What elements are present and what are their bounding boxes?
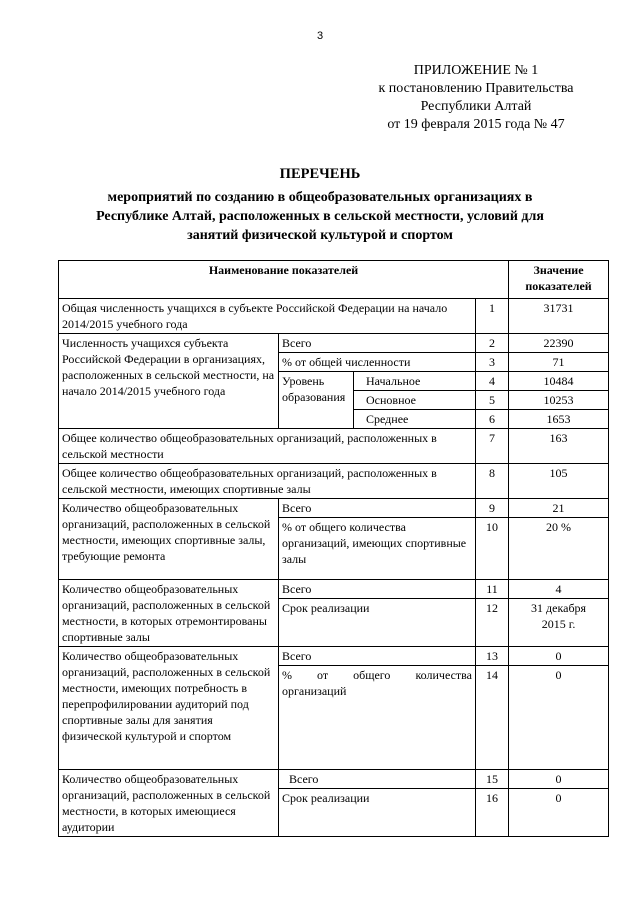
row-number: 11 xyxy=(476,580,509,599)
row-label: Численность учащихся субъекта Российской Федерации в организациях, расположенных в сельской местности, на начало 2014/2015 учебного года xyxy=(59,334,279,429)
appendix-block xyxy=(366,62,586,134)
page-number: 3 xyxy=(316,30,324,42)
row-sublabel: Всего xyxy=(279,580,476,599)
row-value: 0 xyxy=(509,666,609,770)
row-number: 16 xyxy=(476,789,509,837)
word: от xyxy=(317,668,329,682)
education-level-label xyxy=(279,372,354,429)
subtitle-line-3: занятий физической культурой и спортом xyxy=(187,228,453,243)
row-value xyxy=(509,599,609,647)
table-row xyxy=(59,464,609,499)
appendix-line-1: ПРИЛОЖЕНИЕ № 1 xyxy=(413,63,539,78)
row-number: 12 xyxy=(476,599,509,647)
row-value: 4 xyxy=(509,580,609,599)
row-value: 163 xyxy=(509,429,609,464)
row-value: 1653 xyxy=(509,410,609,429)
row-number: 4 xyxy=(476,372,509,391)
word: % xyxy=(282,668,292,682)
row-label: Количество общеобразовательных организаций, расположенных в сельской местности, имеющих спортивные залы, требующие ремонта xyxy=(59,499,279,580)
row-value: 0 xyxy=(509,789,609,837)
row-value: 105 xyxy=(509,464,609,499)
row-value: 21 xyxy=(509,499,609,518)
row-number: 10 xyxy=(476,518,509,580)
appendix-line-3: Республики Алтай xyxy=(420,99,532,114)
document-subtitle xyxy=(60,188,580,245)
row-sublabel: % от общей численности xyxy=(279,353,476,372)
header-name: Наименование показателей xyxy=(59,261,509,299)
row-number: 5 xyxy=(476,391,509,410)
table-row xyxy=(59,429,609,464)
row-number: 2 xyxy=(476,334,509,353)
row-sublabel: Всего xyxy=(279,770,476,789)
header-value-line-2: показателей xyxy=(525,279,592,293)
row-label: Количество общеобразовательных организаций, расположенных в сельской местности, имеющих потребность в перепрофилировании аудиторий под спортивные залы для занятия физической культурой и спортом xyxy=(59,647,279,770)
row-value: 10484 xyxy=(509,372,609,391)
word: количества xyxy=(415,668,472,682)
education-level-line-2: образования xyxy=(282,390,346,404)
row-sublabel: Всего xyxy=(279,334,476,353)
row-number: 14 xyxy=(476,666,509,770)
row-value: 31731 xyxy=(509,299,609,334)
row-value: 0 xyxy=(509,647,609,666)
row-label: Общая численность учащихся в субъекте Российской Федерации на начало 2014/2015 учебного года xyxy=(59,299,476,334)
appendix-line-4: от 19 февраля 2015 года № 47 xyxy=(387,117,565,132)
table-header-row xyxy=(59,261,609,299)
document-heading: ПЕРЕЧЕНЬ xyxy=(279,166,361,182)
header-value xyxy=(509,261,609,299)
subtitle-line-2: Республике Алтай, расположенных в сельской местности, условий для xyxy=(96,209,544,224)
deadline-line-2: 2015 г. xyxy=(541,617,576,631)
row-value: 0 xyxy=(509,770,609,789)
row-sublabel: Срок реализации xyxy=(279,599,476,647)
header-value-line-1: Значение xyxy=(533,263,584,277)
row-label: Общее количество общеобразовательных организаций, расположенных в сельской местности xyxy=(59,429,476,464)
percent-line-2: организаций xyxy=(282,684,347,698)
row-label: Общее количество общеобразовательных организаций, расположенных в сельской местности, имеющих спортивные залы xyxy=(59,464,476,499)
appendix-line-2: к постановлению Правительства xyxy=(378,81,574,96)
table-row xyxy=(59,499,609,518)
indicators-table xyxy=(58,260,609,837)
row-number: 1 xyxy=(476,299,509,334)
row-number: 3 xyxy=(476,353,509,372)
table-row xyxy=(59,770,609,789)
table-row xyxy=(59,334,609,353)
percent-line-1 xyxy=(282,667,472,683)
subtitle-line-1: мероприятий по созданию в общеобразовательных организациях в xyxy=(107,190,533,205)
row-number: 7 xyxy=(476,429,509,464)
row-number: 9 xyxy=(476,499,509,518)
row-label: Количество общеобразовательных организаций, расположенных в сельской местности, в которых имеющиеся аудитории xyxy=(59,770,279,837)
row-number: 6 xyxy=(476,410,509,429)
row-value: 10253 xyxy=(509,391,609,410)
row-sublabel: Всего xyxy=(279,499,476,518)
row-value: 20 % xyxy=(509,518,609,580)
row-value: 22390 xyxy=(509,334,609,353)
row-sublabel: Срок реализации xyxy=(279,789,476,837)
row-sublabel: Основное xyxy=(354,391,476,410)
row-number: 15 xyxy=(476,770,509,789)
word: общего xyxy=(353,668,391,682)
row-value: 71 xyxy=(509,353,609,372)
row-sublabel xyxy=(279,666,476,770)
deadline-line-1: 31 декабря xyxy=(531,601,587,615)
row-sublabel: Начальное xyxy=(354,372,476,391)
row-sublabel: % от общего количества организаций, имеющих спортивные залы xyxy=(279,518,476,580)
table-row xyxy=(59,580,609,599)
row-sublabel: Всего xyxy=(279,647,476,666)
education-level-line-1: Уровень xyxy=(282,374,325,388)
row-label: Количество общеобразовательных организаций, расположенных в сельской местности, в которых отремонтированы спортивные залы xyxy=(59,580,279,647)
row-sublabel: Среднее xyxy=(354,410,476,429)
row-number: 13 xyxy=(476,647,509,666)
table-row xyxy=(59,647,609,666)
row-number: 8 xyxy=(476,464,509,499)
table-row xyxy=(59,299,609,334)
